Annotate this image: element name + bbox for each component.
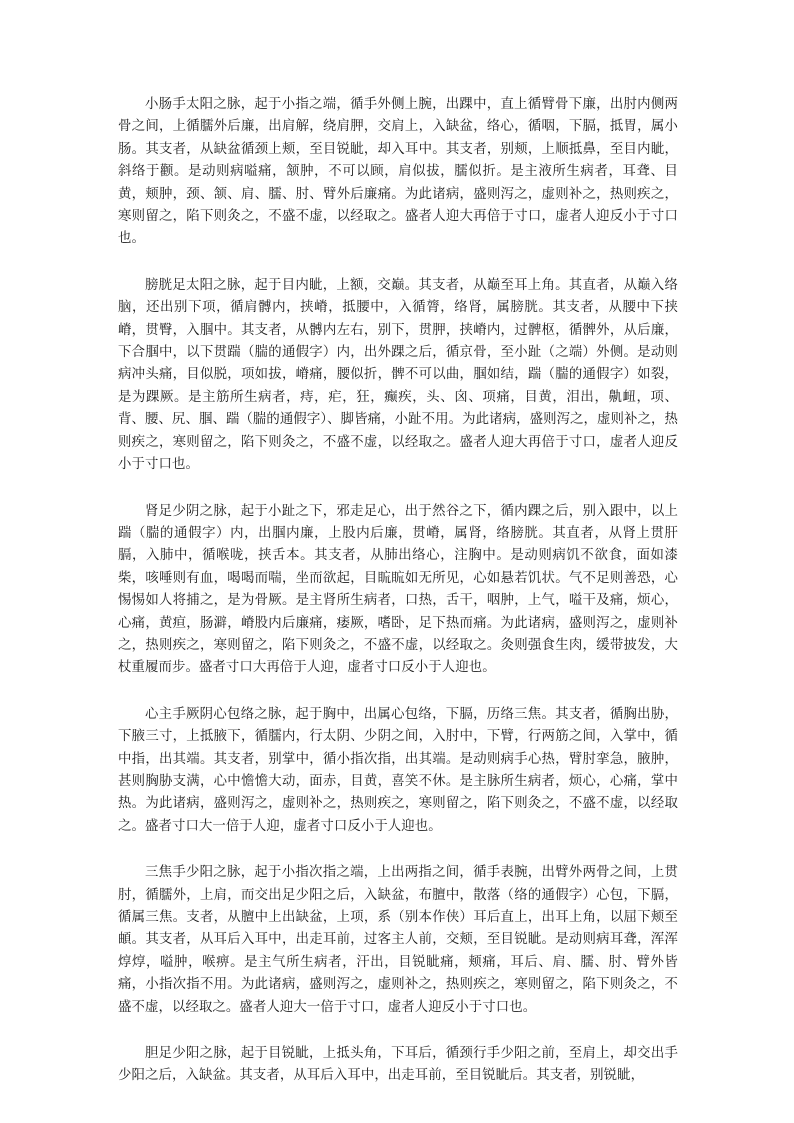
paragraph-kidney-meridian: 肾足少阴之脉，起于小趾之下，邪走足心，出于然谷之下，循内踝之后，别入跟中，以上踹（腨的通假字）内，出腘内廉，上股内后廉，贯嵴，属肾，络膀胱。其直者，从肾上贯肝膈，入肺中，循喉咙，挟舌本。其支者，从肺出络心，注胸中。是动则病饥不欲食，面如漆柴，咳唾则有血，喝喝而喘，坐而欲起，目䀮䀮如无所见，心如悬若饥状。气不足则善恐，心惕惕如人将捕之，是为骨厥。是主肾所生病者，口热，舌干，咽肿，上气，嗌干及痛，烦心，心痛，黄疸，肠澼，嵴股内后廉痛，痿厥，嗜卧，足下热而痛。为此诸病，盛则泻之，虚则补之，热则疾之，寒则留之，陷下则灸之，不盛不虚，以经取之。灸则强食生肉，缓带披发，大杖重履而步。盛者寸口大再倍于人迎，虚者寸口反小于人迎也。 [118,503,678,676]
document-page [118,94,678,1112]
paragraph-gallbladder-meridian: 胆足少阳之脉，起于目锐眦，上抵头角，下耳后，循颈行手少阳之前，至肩上，却交出手少阳之后，入缺盆。其支者，从耳后入耳中，出走耳前，至目锐眦后。其支者，别锐眦， [118,1046,678,1084]
paragraph-pericardium-meridian: 心主手厥阴心包络之脉，起于胸中，出属心包络，下膈，历络三焦。其支者，循胸出胁，下腋三寸，上抵腋下，循臑内，行太阴、少阴之间，入肘中，下臂，行两筋之间，入掌中，循中指，出其端。其支者，别掌中，循小指次指，出其端。是动则病手心热，臂肘挛急，腋肿，甚则胸胁支满，心中憺憺大动，面赤，目黄，喜笑不休。是主脉所生病者，烦心，心痛，掌中热。为此诸病，盛则泻之，虚则补之，热则疾之，寒则留之，陷下则灸之，不盛不虚，以经取之。盛者寸口大一倍于人迎，虚者寸口反小于人迎也。 [118,706,678,834]
paragraph-small-intestine-meridian: 小肠手太阳之脉，起于小指之端，循手外侧上腕，出踝中，直上循臂骨下廉，出肘内侧两骨之间，上循臑外后廉，出肩解，绕肩胛，交肩上，入缺盆，络心，循咽，下膈，抵胃，属小肠。其支者，从缺盆循颈上颊，至目锐眦，却入耳中。其支者，别颊，上顺抵鼻，至目内眦，斜络于颧。是动则病嗌痛，颔肿，不可以顾，肩似拔，臑似折。是主液所生病者，耳聋、目黄，颊肿，颈、颔、肩、臑、肘、臂外后廉痛。为此诸病，盛则泻之，虚则补之，热则疾之，寒则留之，陷下则灸之，不盛不虚，以经取之。盛者人迎大再倍于寸口，虚者人迎反小于寸口也。 [118,97,678,247]
paragraph-triple-burner-meridian: 三焦手少阳之脉，起于小指次指之端，上出两指之间，循手表腕，出臂外两骨之间，上贯肘，循臑外，上肩，而交出足少阳之后，入缺盆，布膻中，散落（络的通假字）心包，下膈，循属三焦。支者，从膻中上出缺盆，上项，系（别本作侠）耳后直上，出耳上角，以屈下颊至頔。其支者，从耳后入耳中，出走耳前，过客主人前，交颊，至目锐眦。是动则病耳聋，浑浑焞焞，嗌肿，喉痹。是主气所生病者，汗出，目锐眦痛，颊痛，耳后、肩、臑、肘、臂外皆痛，小指次指不用。为此诸病，盛则泻之，虚则补之，热则疾之，寒则留之，陷下则灸之，不盛不虚，以经取之。盛者人迎大一倍于寸口，虚者人迎反小于寸口也。 [118,865,678,1015]
paragraph-bladder-meridian: 膀胱足太阳之脉，起于目内眦，上额，交巅。其支者，从巅至耳上角。其直者，从巅入络脑，还出别下项，循肩髆内，挟嵴，抵腰中，入循膂，络肾，属膀胱。其支者，从腰中下挟嵴，贯臀，入腘中。其支者，从髆内左右，别下，贯胛，挟嵴内，过髀枢，循髀外，从后廉，下合腘中，以下贯踹（腨的通假字）内，出外踝之后，循京骨，至小趾（之端）外侧。是动则病冲头痛，目似脱，项如拔，嵴痛，腰似折，髀不可以曲，腘如结，踹（腨的通假字）如裂，是为踝厥。是主筋所生病者，痔，疟，狂，癫疾，头、囟、项痛，目黄，泪出，鼽衄，项、背、腰、尻、腘、踹（腨的通假字）、脚皆痛，小趾不用。为此诸病，盛则泻之，虚则补之，热则疾之，寒则留之，陷下则灸之，不盛不虚，以经取之。盛者人迎大再倍于寸口，虚者人迎反小于寸口也。 [118,277,678,473]
